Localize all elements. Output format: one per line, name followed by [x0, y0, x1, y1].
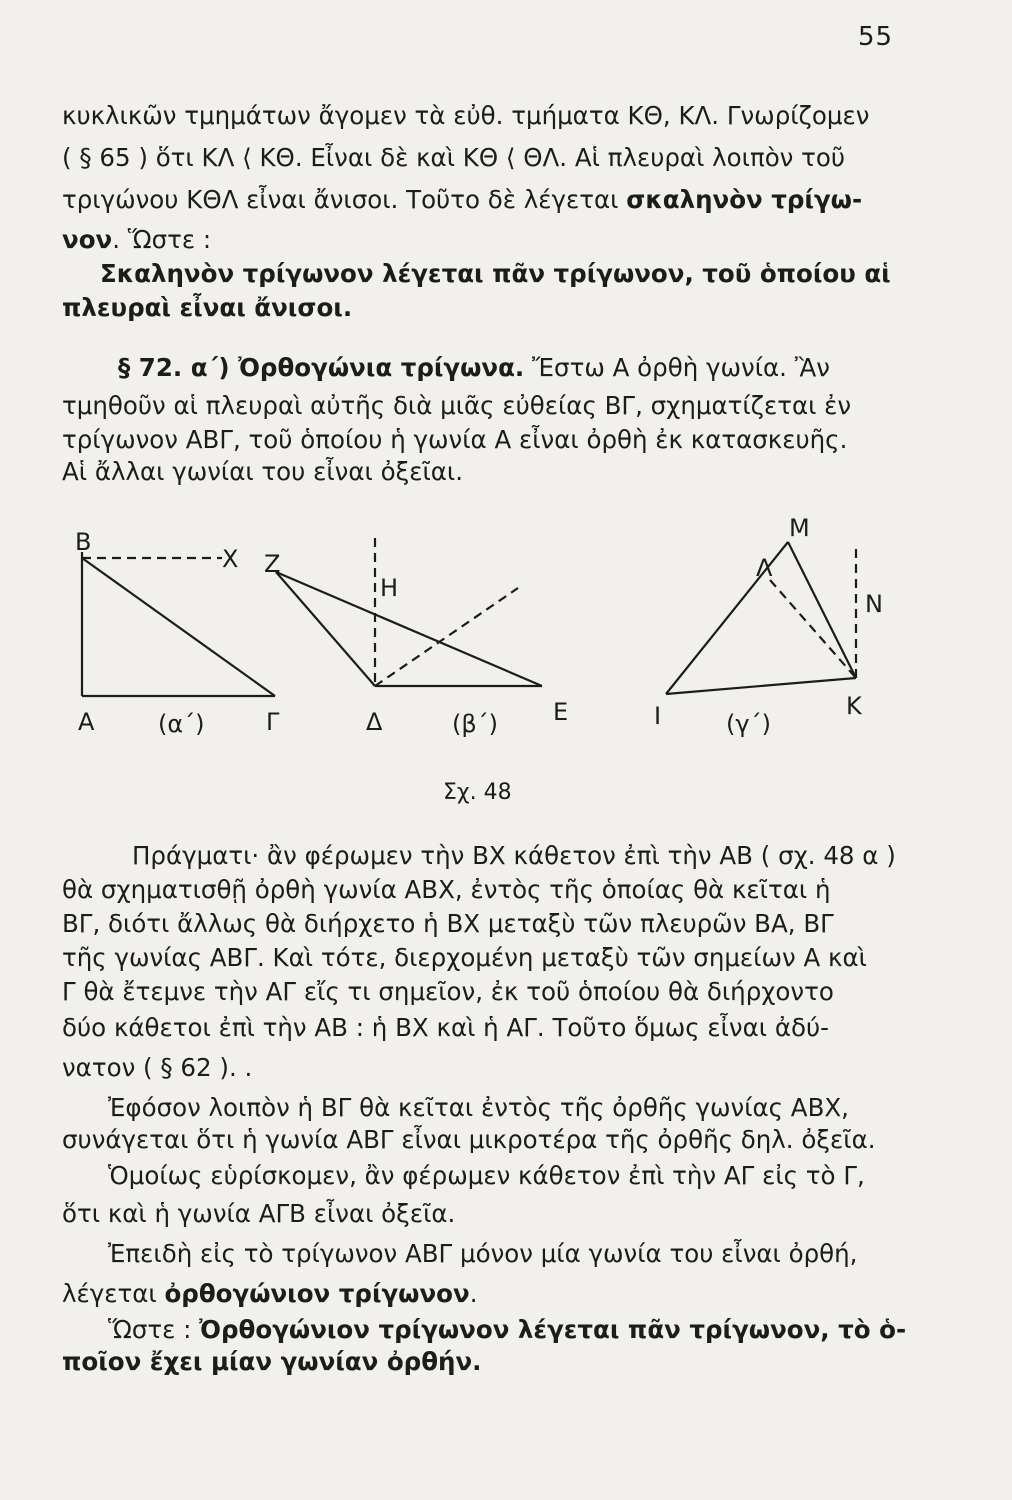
text-span: Ἔστω Α ὀρθὴ γωνία. Ἂν — [524, 353, 830, 382]
segment-ZD — [276, 572, 375, 686]
text-line: κυκλικῶν τμημάτων ἄγομεν τὰ εὐθ. τμήματα ΚΘ, ΚΛ. Γνωρίζομεν — [62, 101, 870, 130]
subfigure-c-label: (γ΄) — [726, 710, 771, 738]
text-line — [62, 1276, 922, 1312]
label-B: Β — [75, 528, 92, 556]
label-Z: Ζ — [264, 550, 281, 578]
text-line: Ἐπειδὴ εἰς τὸ τρίγωνον ΑΒΓ μόνον μία γωνία του εἶναι ὀρθή, — [108, 1239, 858, 1268]
text-line — [62, 222, 922, 258]
label-X: Χ — [222, 545, 239, 573]
definition-line: ποῖον ἔχει μίαν γωνίαν ὀρθήν. — [62, 1347, 482, 1376]
text-line: νατον ( § 62 ). . — [62, 1053, 253, 1082]
text-line: Αἱ ἄλλαι γωνίαι του εἶναι ὀξεῖαι. — [62, 457, 463, 486]
text-line: τῆς γωνίας ΑΒΓ. Καὶ τότε, διερχομένη μεταξὺ τῶν σημείων Α καὶ — [62, 943, 867, 972]
segment-IK — [666, 678, 856, 694]
figure-48-svg — [50, 510, 950, 830]
text-line: θὰ σχηματισθῇ ὀρθὴ γωνία ΑΒΧ, ἐντὸς τῆς ὁποίας θὰ κεῖται ἡ — [62, 875, 831, 904]
label-H: Η — [380, 574, 399, 602]
label-M: Μ — [789, 514, 810, 542]
segment-BG — [82, 558, 275, 696]
term-bold: νον — [62, 225, 113, 254]
label-A: Α — [78, 708, 95, 736]
text-span: τριγώνου ΚΘΛ εἶναι ἄνισοι. Τοῦτο δὲ λέγεται — [62, 185, 627, 214]
text-line: ( § 65 ) ὅτι ΚΛ ⟨ ΚΘ. Εἶναι δὲ καὶ ΚΘ ⟨ ΘΛ. Αἱ πλευραὶ λοιπὸν τοῦ — [62, 143, 846, 172]
definition-line: Σκαληνὸν τρίγωνον λέγεται πᾶν τρίγωνον, τοῦ ὁποίου αἱ — [100, 259, 891, 288]
text-span: . Ὥστε : — [112, 225, 212, 254]
text-line: Ὁμοίως εὑρίσκομεν, ἂν φέρωμεν κάθετον ἐπὶ τὴν ΑΓ εἰς τὸ Γ, — [108, 1161, 865, 1190]
text-line: τρίγωνον ΑΒΓ, τοῦ ὁποίου ἡ γωνία Α εἶναι ὀρθὴ ἐκ κατασκευῆς. — [62, 425, 848, 454]
segment-dashed-diag — [375, 588, 518, 686]
text-line: δύο κάθετοι ἐπὶ τὴν ΑΒ : ἡ ΒΧ καὶ ἡ ΑΓ. Τοῦτο ὅμως εἶναι ἀδύ- — [62, 1013, 829, 1042]
label-K: Κ — [846, 692, 862, 720]
label-G: Γ — [266, 708, 280, 736]
text-line: ΒΓ, διότι ἄλλως θὰ διήρχετο ἡ ΒΧ μεταξὺ τῶν πλευρῶν ΒΑ, ΒΓ — [62, 909, 834, 938]
text-span: λέγεται — [62, 1279, 165, 1308]
subfigure-b-label: (β΄) — [452, 710, 499, 738]
text-line: Γ θὰ ἔτεμνε τὴν ΑΓ εἴς τι σημεῖον, ἐκ τοῦ ὁποίου θὰ διήρχοντο — [62, 977, 834, 1006]
subfigure-a-label: (α΄) — [158, 710, 205, 738]
section-heading: § 72. α΄) Ὀρθογώνια τρίγωνα. — [118, 353, 525, 382]
figure-caption: Σχ. 48 — [443, 780, 512, 805]
term-bold: ὀρθογώνιον τρίγωνον — [164, 1279, 470, 1308]
label-N: Ν — [865, 590, 883, 618]
text-span: Ὥστε : — [108, 1315, 200, 1344]
label-D: Δ — [366, 708, 383, 736]
term-bold: σκαληνὸν τρίγω- — [626, 185, 863, 214]
text-line — [62, 182, 922, 218]
segment-LK-dashed — [770, 580, 856, 678]
section-heading-line — [118, 350, 978, 386]
definition-bold: Ὀρθογώνιον τρίγωνον λέγεται πᾶν τρίγωνον, τὸ ὁ- — [199, 1315, 907, 1344]
definition-line: πλευραὶ εἶναι ἄνισοι. — [62, 293, 353, 322]
label-I: Ι — [654, 702, 662, 730]
segment-MK — [788, 542, 856, 678]
text-line: τμηθοῦν αἱ πλευραὶ αὐτῆς διὰ μιᾶς εὐθείας ΒΓ, σχηματίζεται ἐν — [62, 391, 852, 420]
text-line: συνάγεται ὅτι ἡ γωνία ΑΒΓ εἶναι μικροτέρα τῆς ὀρθῆς δηλ. ὀξεῖα. — [62, 1125, 876, 1154]
figure-48 — [50, 510, 950, 830]
text-line: Ἐφόσον λοιπὸν ἡ ΒΓ θὰ κεῖται ἐντὸς τῆς ὀρθῆς γωνίας ΑΒΧ, — [108, 1093, 849, 1122]
segment-ZE — [276, 572, 542, 686]
label-L: Λ — [756, 554, 773, 582]
text-span: . — [469, 1279, 478, 1308]
text-line: Πράγματι· ἂν φέρωμεν τὴν ΒΧ κάθετον ἐπὶ τὴν ΑΒ ( σχ. 48 α ) — [132, 841, 896, 870]
label-E: Ε — [553, 698, 569, 726]
text-line: ὅτι καὶ ἡ γωνία ΑΓΒ εἶναι ὀξεῖα. — [62, 1199, 456, 1228]
page-number: 55 — [858, 22, 894, 52]
definition-line — [108, 1312, 968, 1348]
